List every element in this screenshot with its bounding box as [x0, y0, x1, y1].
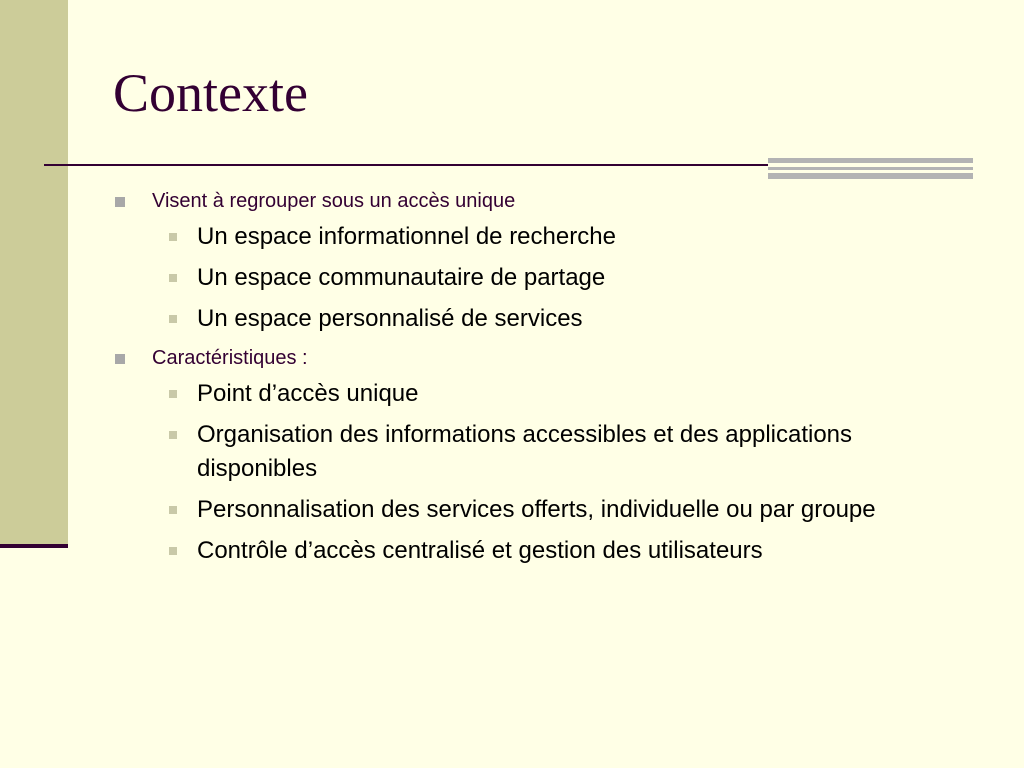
- bullet-item-level2: [157, 493, 972, 527]
- bullet-item-level2: [157, 418, 972, 486]
- bullet-item-level2: [157, 302, 972, 336]
- left-band-underline: [0, 544, 68, 548]
- bullet-text: Un espace personnalisé de services: [197, 305, 583, 332]
- square-bullet-icon: [169, 274, 177, 282]
- bullet-list: [112, 186, 972, 575]
- slide-title: Contexte: [113, 63, 308, 123]
- bullet-label: Caractéristiques :: [152, 347, 308, 369]
- bullet-text: Organisation des informations accessibles et des applications disponibles: [197, 421, 853, 482]
- bullet-item-level2: [157, 534, 972, 568]
- square-bullet-icon: [115, 354, 125, 364]
- sub-bullet-list: [152, 220, 972, 336]
- square-bullet-icon: [169, 315, 177, 323]
- accent-bar: [768, 158, 973, 163]
- accent-bar: [768, 173, 973, 179]
- square-bullet-icon: [169, 233, 177, 241]
- square-bullet-icon: [169, 390, 177, 398]
- bullet-item-level2: [157, 261, 972, 295]
- accent-bars: [768, 158, 973, 180]
- square-bullet-icon: [169, 547, 177, 555]
- bullet-text: Contrôle d’accès centralisé et gestion des utilisateurs: [197, 537, 763, 564]
- bullet-text: Personnalisation des services offerts, individuelle ou par groupe: [197, 496, 876, 523]
- accent-bar: [768, 167, 973, 170]
- bullet-item-level1: [112, 343, 972, 568]
- left-decorative-band: [0, 0, 68, 545]
- square-bullet-icon: [115, 197, 125, 207]
- bullet-item-level2: [157, 377, 972, 411]
- bullet-text: Point d’accès unique: [197, 380, 419, 407]
- bullet-text: Un espace communautaire de partage: [197, 264, 606, 291]
- square-bullet-icon: [169, 431, 177, 439]
- bullet-label: Visent à regrouper sous un accès unique: [152, 190, 516, 212]
- sub-bullet-list: [152, 377, 972, 568]
- bullet-item-level1: [112, 186, 972, 336]
- bullet-text: Un espace informationnel de recherche: [197, 223, 616, 250]
- title-divider-line: [44, 164, 768, 166]
- square-bullet-icon: [169, 506, 177, 514]
- bullet-item-level2: [157, 220, 972, 254]
